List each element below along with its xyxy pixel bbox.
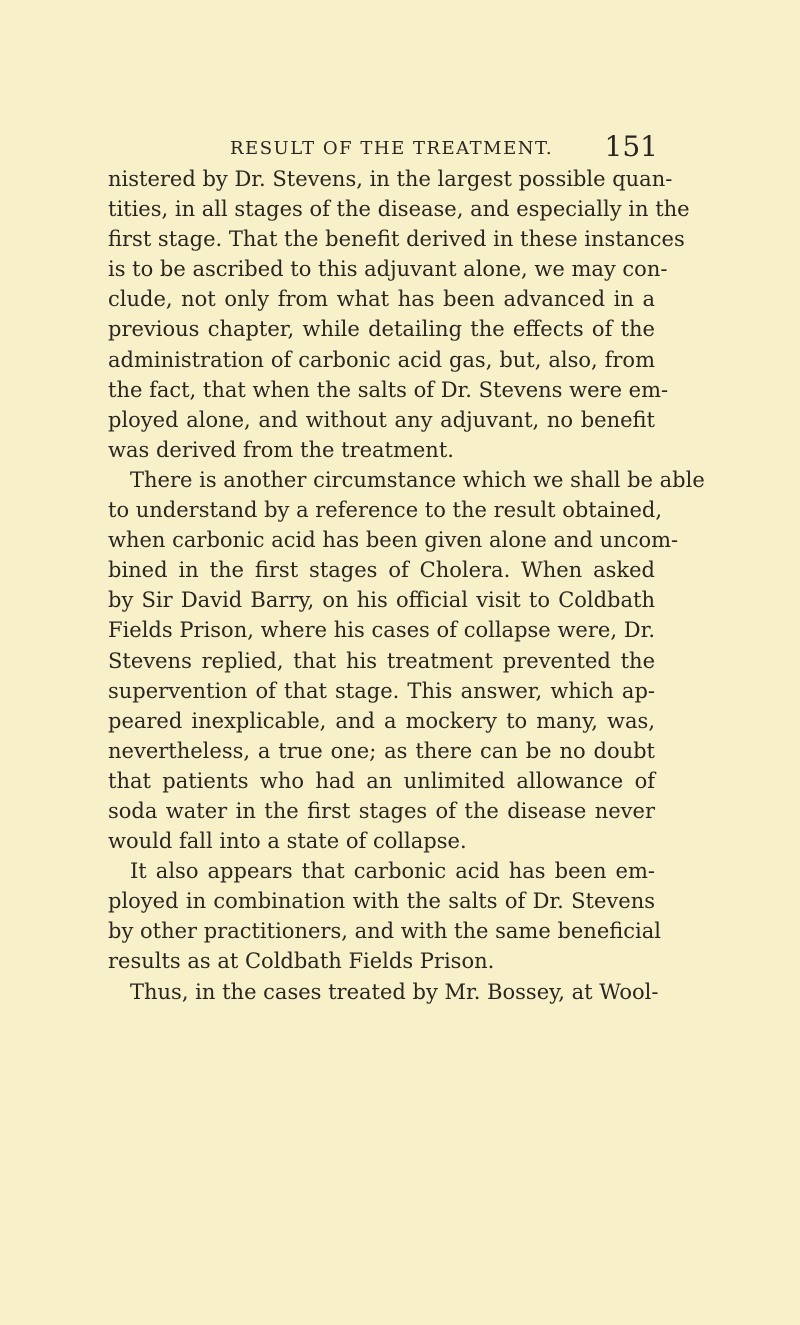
- text-line: Fields Prison, where his cases of collapse were, Dr.: [108, 618, 655, 643]
- text-line: would fall into a state of collapse.: [108, 829, 467, 854]
- text-line: peared inexplicable, and a mockery to many, was,: [108, 708, 655, 733]
- text-line: that patients who had an unlimited allowance of: [108, 768, 655, 793]
- text-line: Thus, in the cases treated by Mr. Bossey, at Wool-: [130, 979, 659, 1004]
- text-line: Stevens replied, that his treatment prevented the: [108, 648, 655, 673]
- text-line: to understand by a reference to the result obtained,: [108, 498, 663, 523]
- paragraph: [108, 977, 659, 1007]
- text-line: supervention of that stage. This answer, which ap-: [108, 678, 655, 703]
- text-line: administration of carbonic acid gas, but, also, from: [108, 347, 655, 372]
- text-line: bined in the first stages of Cholera. When asked: [108, 558, 655, 583]
- text-line: by Sir David Barry, on his official visit to Coldbath: [108, 588, 655, 613]
- text-line: was derived from the treatment.: [108, 437, 454, 462]
- text-line: results as at Coldbath Fields Prison.: [108, 949, 495, 974]
- body-text: [108, 164, 705, 1007]
- text-line: by other practitioners, and with the same beneficial: [108, 919, 661, 944]
- text-line: when carbonic acid has been given alone and uncom-: [108, 528, 679, 553]
- paragraph: [108, 856, 661, 976]
- text-line: the fact, that when the salts of Dr. Stevens were em-: [108, 377, 669, 402]
- text-line: clude, not only from what has been advanced in a: [108, 287, 655, 312]
- page-number: 151: [604, 130, 658, 163]
- text-line: ployed in combination with the salts of Dr. Stevens: [108, 889, 655, 914]
- text-line: previous chapter, while detailing the effects of the: [108, 317, 655, 342]
- text-line: tities, in all stages of the disease, and especially in the: [108, 197, 690, 222]
- paragraph: [108, 164, 690, 465]
- text-line: soda water in the first stages of the disease never: [108, 798, 655, 823]
- running-title: RESULT OF THE TREATMENT.: [230, 138, 554, 159]
- text-line: is to be ascribed to this adjuvant alone, we may con-: [108, 257, 668, 282]
- text-line: There is another circumstance which we shall be able: [130, 467, 705, 492]
- text-line: ployed alone, and without any adjuvant, no benefit: [108, 407, 655, 432]
- text-line: first stage. That the benefit derived in these instances: [108, 227, 685, 252]
- text-line: nevertheless, a true one; as there can be no doubt: [108, 738, 655, 763]
- text-line: It also appears that carbonic acid has been em-: [130, 859, 655, 884]
- paragraph: [108, 465, 705, 856]
- text-line: nistered by Dr. Stevens, in the largest possible quan-: [108, 167, 673, 191]
